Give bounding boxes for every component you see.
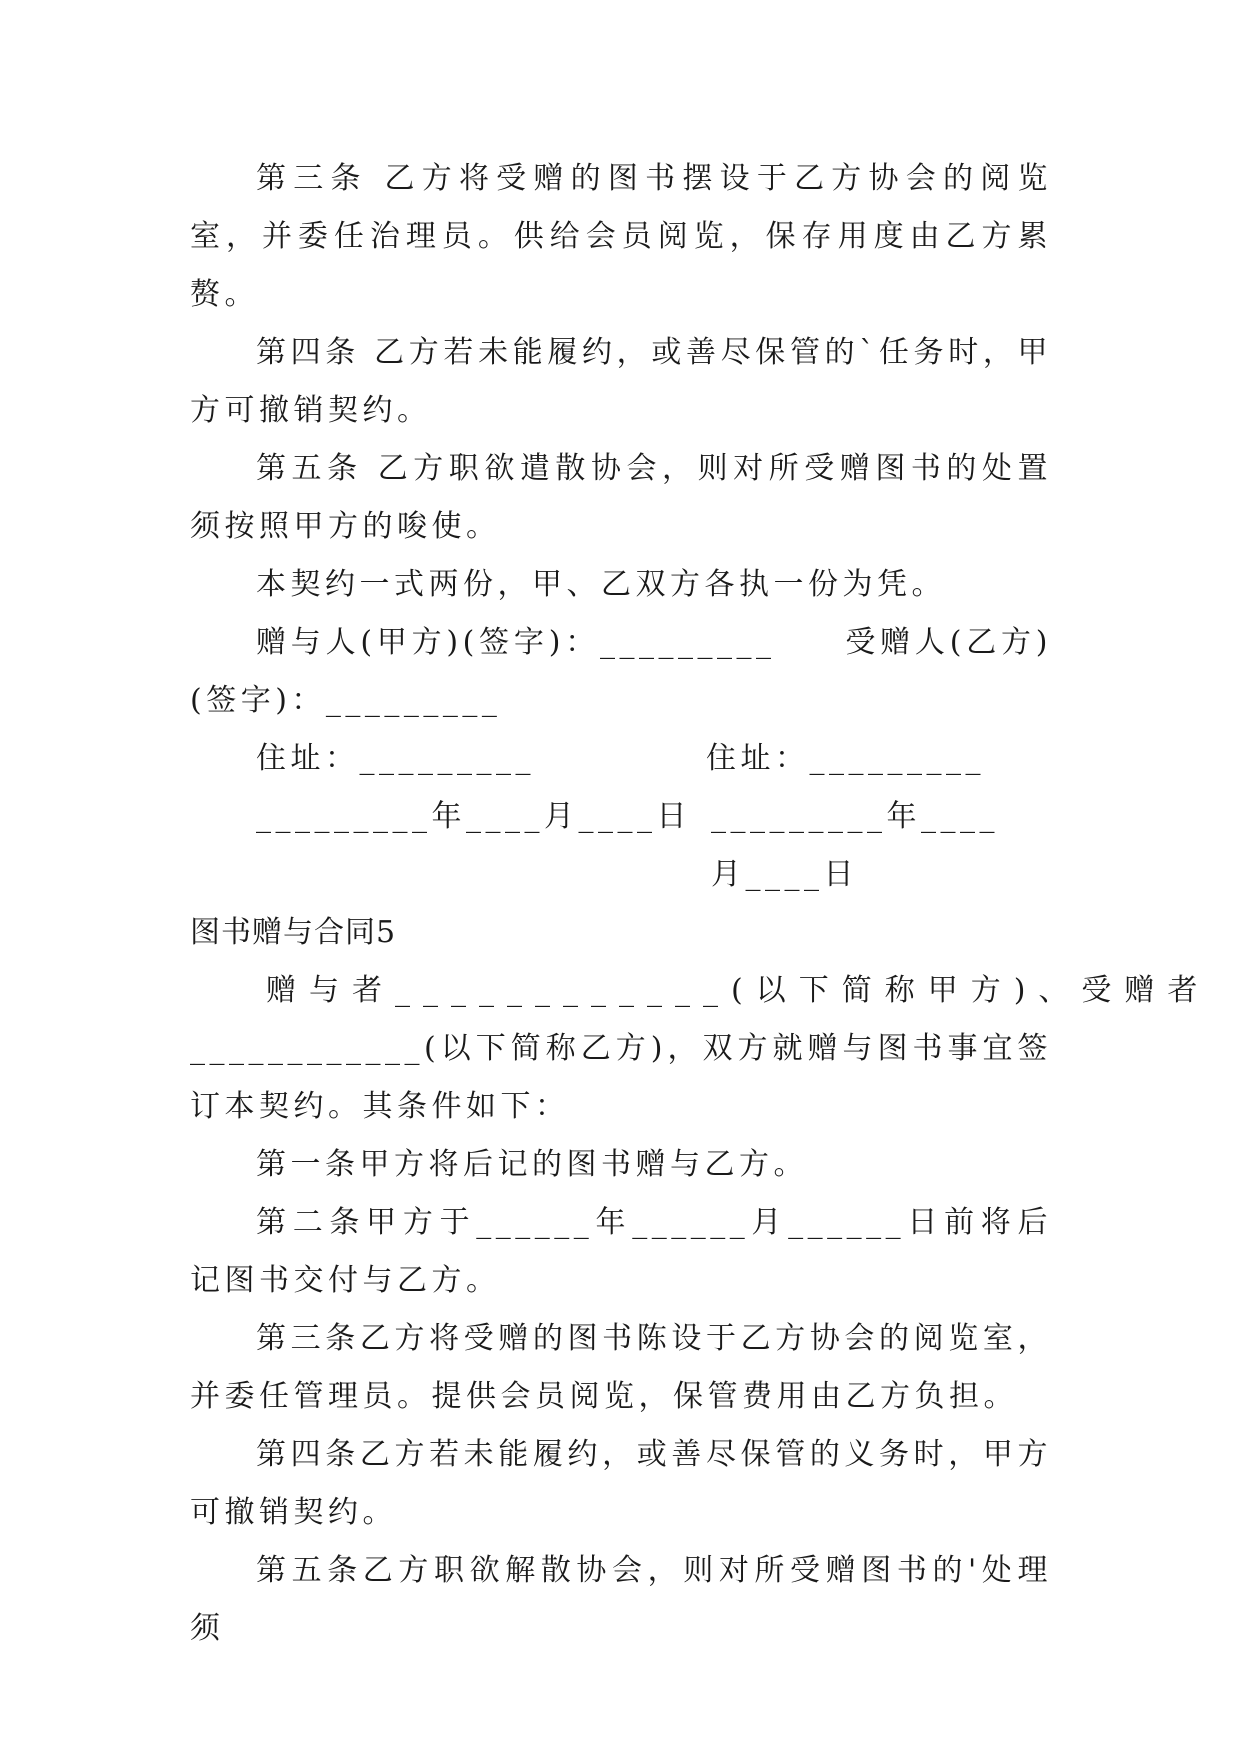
date-left: _________年____月____日 xyxy=(256,799,691,834)
signature-line: 赠与人(甲方)(签字)：_________ 受赠人(乙方)(签字)：_________ xyxy=(190,625,1052,718)
article-5-paragraph: 第五条 乙方职欲遣散协会，则对所受赠图书的处置须按照甲方的唆使。 xyxy=(190,451,1052,544)
article-3-paragraph: 第三条 乙方将受赠的图书摆设于乙方协会的阅览室，并委任治理员。供给会员阅览，保存用度由乙方累赘。 xyxy=(190,161,1052,312)
date-right: _________年____月____日 xyxy=(711,799,999,892)
article-5b-paragraph: 第五条乙方职欲解散协会，则对所受赠图书的'处理须 xyxy=(190,1553,1052,1646)
document-page xyxy=(190,150,1211,1658)
article-1-paragraph: 第一条甲方将后记的图书赠与乙方。 xyxy=(256,1147,808,1182)
copies-paragraph: 本契约一式两份，甲、乙双方各执一份为凭。 xyxy=(256,567,946,602)
article-4-paragraph: 第四条 乙方若未能履约，或善尽保管的`任务时，甲方可撤销契约。 xyxy=(190,335,1052,428)
intro-continuation: ____________(以下简称乙方)，双方就赠与图书事宜签订本契约。其条件如下： xyxy=(190,1031,1052,1124)
intro-line: 赠与者____________(以下简称甲方)、受赠者 xyxy=(266,973,1211,1008)
article-3b-paragraph: 第三条乙方将受赠的图书陈设于乙方协会的阅览室，并委任管理员。提供会员阅览，保管费用由乙方负担。 xyxy=(190,1321,1052,1414)
section-heading: 图书赠与合同5 xyxy=(190,915,397,950)
article-4b-paragraph: 第四条乙方若未能履约，或善尽保管的义务时，甲方可撤销契约。 xyxy=(190,1437,1052,1530)
address-left: 住址：_________ xyxy=(256,741,535,776)
article-2-paragraph: 第二条甲方于______年______月______日前将后记图书交付与乙方。 xyxy=(190,1205,1052,1298)
address-right: 住址：_________ xyxy=(706,741,985,776)
address-row xyxy=(190,730,1052,788)
date-row xyxy=(190,788,1052,904)
